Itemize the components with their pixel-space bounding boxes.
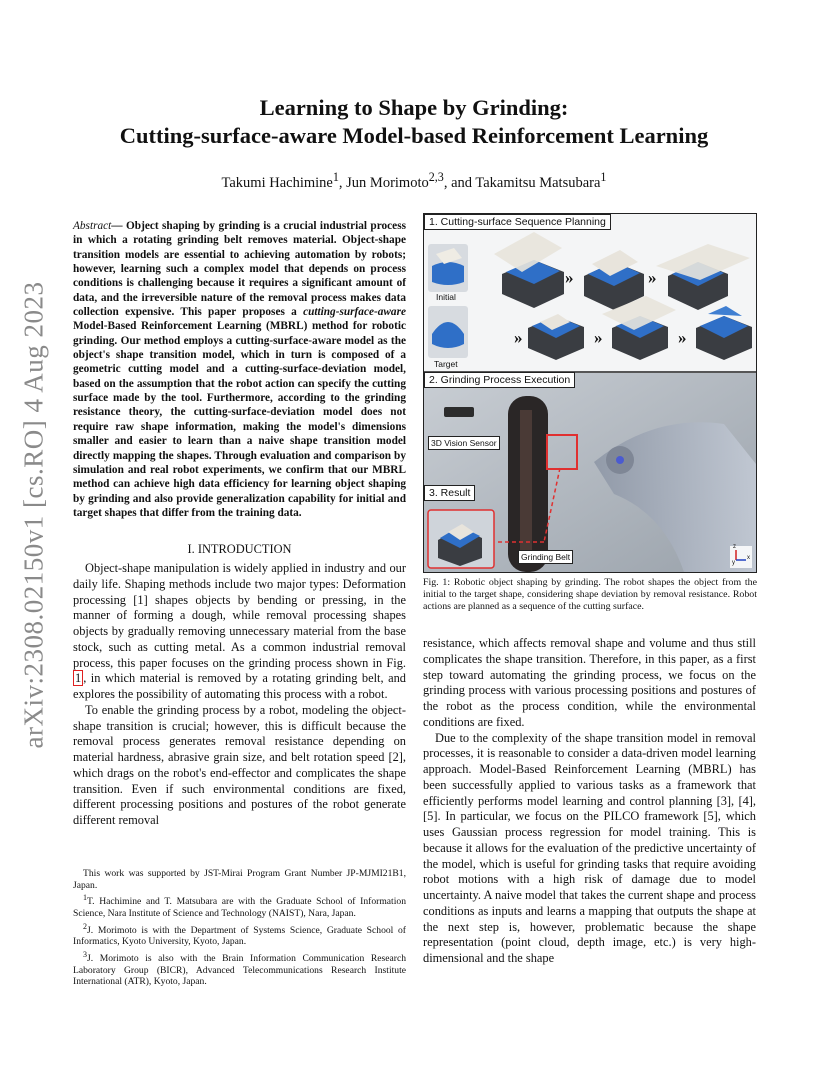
abstract-text: Model-Based Reinforcement Learning (MBRL) method for robotic grinding. Our method employs a cutting-surface-aware model as the object's shape transition model, which in turn is composed of a geometric cutting model and a cutting-surface-deviation model, based on the assumption that the robot action can specify the cutting surface made by the tool. Furthermore, according to the grinding resistance theory, the cutting-surface-deviation model does not require raw shape information, making the model's dimensions smaller and easier to learn than a naive shape transition model directly mapping the shapes. Through evaluation and comparison by simulation and real robot experiments, we confirm that our MBRL method can achieve high data efficiency for learning object shaping by grinding and also provide generalization capability for initial and target shapes that differ from the training data. (73, 320, 406, 519)
affiliation-marker: 3 (83, 949, 87, 959)
abstract-text: Object shaping by grinding is a crucial industrial process in which a rotating grinding belt removes material. Object-shape transition models are essential to achieving automation by robots; however, learning such a complex model that depends on process conditions is challenging because it requires a significant amount of data, and the irreversible nature of the removal process makes data collection expensive. This paper proposes a (73, 220, 406, 319)
right-column-text (423, 636, 756, 967)
affiliation-marker: 1 (600, 170, 607, 184)
chevron-icon: » (678, 328, 687, 347)
affiliation-note (73, 921, 406, 948)
body-paragraph: Due to the complexity of the shape transition model in removal processes, it is reasonable to consider a data-driven model learning approach. Model-Based Reinforcement Learning (MBRL) has been successfully applied to various tasks as a framework that efficiently performs model learning and control planning [3], [4], [5]. In particular, we focus on the PILCO framework [5], which uses Gaussian process regression for model training. This is because it allows for the evaluation of the predictive uncertainty of the model, which is useful for grinding tasks that require avoiding robot motions with a high risk of damage due to model uncertainty. A naive model that takes the current shape and process conditions as inputs and learns a mapping that outputs the shape at the next step is, however, problematic because the shape representation (point cloud, depth image, etc.) is very high-dimensional and the shape (423, 730, 756, 965)
affiliation-marker: 2 (83, 921, 87, 931)
author-name: Takumi Hachimine (221, 174, 333, 191)
initial-label: Initial (436, 292, 456, 302)
abstract (73, 219, 406, 520)
intro-text: Object-shape manipulation is widely applied in industry and our daily life. Shaping methods include two major types: Deformation processing [1] shapes objects by bending or pressing, in the manner of forming a dough, while removal processing shapes objects by gradually removing unnecessary material from the base stock, such as cutting metal. As a common industrial removal process, this paper focuses on the grinding process shown in Fig. (73, 561, 406, 670)
affiliation-marker: 1 (332, 170, 339, 184)
target-label: Target (434, 359, 458, 369)
affiliation-note (73, 892, 406, 919)
affiliation-text: J. Morimoto is with the Department of Systems Science, Graduate School of Informatics, Kyoto University, Kyoto, Japan. (73, 924, 406, 948)
chevron-icon: » (648, 268, 657, 287)
figure-illustration (424, 214, 756, 572)
affiliation-text: J. Morimoto is also with the Brain Information Communication Research Laboratory Group (BICR), Advanced Telecommunications Research Institute International (ATR), Kyoto, Japan. (73, 953, 406, 988)
figure-caption: Fig. 1: Robotic object shaping by grinding. The robot shapes the object from the initial to the target shape, considering shape deviation by removal resistance. Robot actions are planned as a sequence of the cutting surface. (423, 577, 757, 612)
affiliation-marker: 1 (83, 893, 87, 903)
chevron-icon: » (514, 328, 523, 347)
panel-label-planning: 1. Cutting-surface Sequence Planning (424, 214, 611, 230)
chevron-icon: » (565, 268, 574, 287)
figure-reference-link[interactable]: 1 (75, 671, 82, 686)
body-paragraph: resistance, which affects removal shape and volume and thus still complicates the shape transition. Therefore, in this paper, as a first step toward automating the grinding process, we focus on the grinding process with various processing positions and postures of the robot as the process condition, while the environmental conditions are fixed. (423, 636, 756, 729)
section-heading: I. INTRODUCTION (187, 542, 292, 556)
axis-y-label: y (732, 560, 735, 566)
author-list (60, 170, 768, 192)
affiliation-marker: 2,3 (428, 170, 444, 184)
abstract-dash: — (111, 220, 126, 232)
paper-title-line1: Learning to Shape by Grinding: (259, 95, 569, 120)
abstract-emphasis: cutting-surface-aware (303, 306, 406, 319)
affiliation-note (73, 949, 406, 988)
panel-label-result: 3. Result (424, 485, 475, 501)
intro-text: , in which material is removed by a rotating grinding belt, and explores the possibility of automating this process with a robot. (73, 671, 406, 701)
chevron-icon: » (594, 328, 603, 347)
arxiv-stamp (14, 281, 54, 749)
author-name: , and Takamitsu Matsubara (443, 174, 601, 191)
abstract-label: Abstract (73, 220, 112, 232)
intro-paragraph: To enable the grinding process by a robot, modeling the object-shape transition is crucial; however, this is difficult because the removal process generates removal resistance depending on material hardness, abrasive grain size, and belt rotation speed [2], which drags on the robot's end-effector and complicates the shape transition. Even if such environmental conditions are fixed, different processing positions and postures of the robot generate different removal (73, 702, 406, 827)
funding-note: This work was supported by JST-Mirai Program Grant Number JP-MJMI21B1, Japan. (73, 868, 406, 891)
footnotes (73, 868, 406, 989)
intro-paragraph (73, 561, 406, 703)
author-name: , Jun Morimoto (338, 174, 429, 191)
panel-label-execution: 2. Grinding Process Execution (424, 372, 575, 388)
axis-z-label: z (733, 544, 736, 550)
introduction (73, 561, 406, 829)
paper-title-line2: Cutting-surface-aware Model-based Reinforcement Learning (119, 123, 709, 148)
affiliation-text: T. Hachimine and T. Matsubara are with the Graduate School of Information Science, Nara Institute of Science and Technology (NAIST), Nara, Japan. (73, 896, 406, 919)
grinding-belt-label: Grinding Belt (518, 550, 573, 564)
arxiv-stamp-text: arXiv:2308.02150v1 [cs.RO] 4 Aug 2023 (18, 281, 49, 749)
figure-1 (423, 213, 757, 573)
vision-sensor-label: 3D Vision Sensor (428, 436, 500, 450)
axis-x-label: x (747, 555, 750, 561)
